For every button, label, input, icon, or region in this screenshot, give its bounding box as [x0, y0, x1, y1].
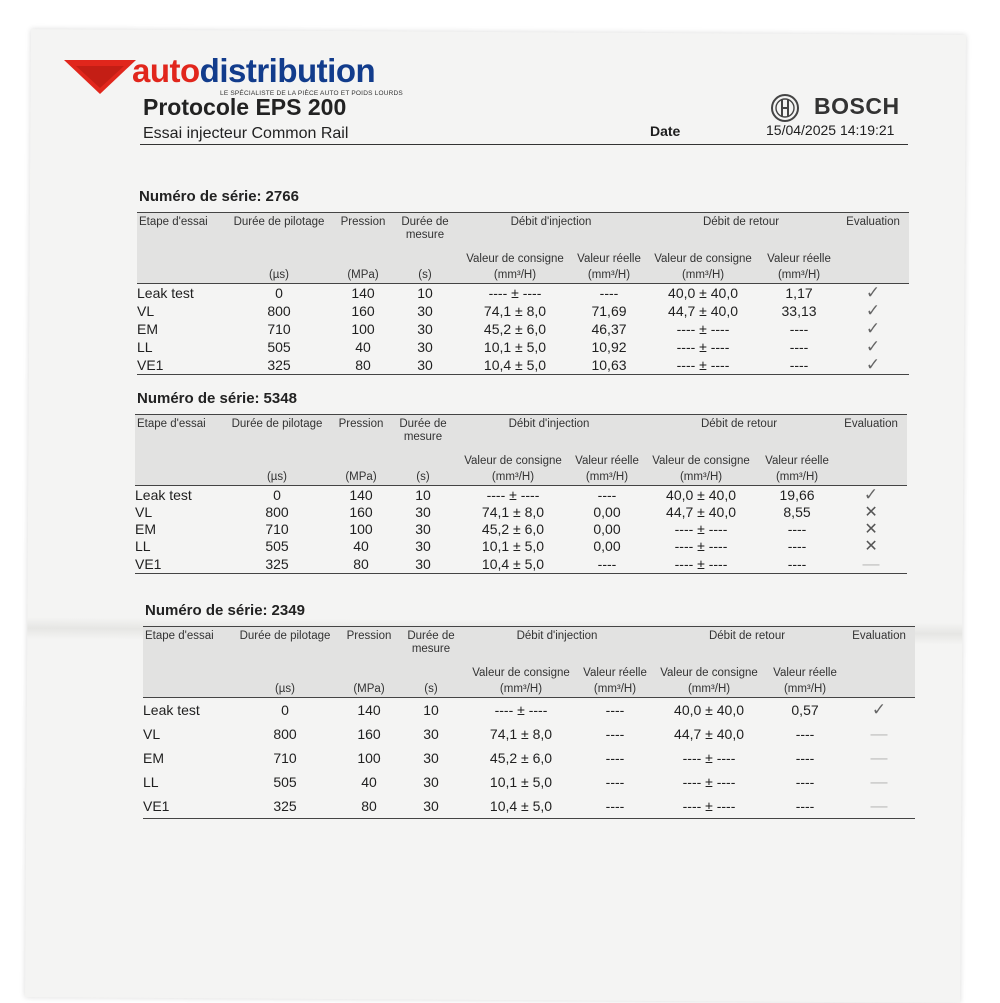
- measure-duration-cell: 30: [415, 504, 431, 520]
- pressure-cell: 40: [361, 773, 377, 790]
- pressure-cell: 40: [355, 338, 371, 355]
- injection-setpoint-cell: 10,4 ± 5,0: [457, 356, 573, 375]
- col-duree-pilotage: Durée de pilotage: [231, 627, 339, 661]
- unit-s: (s): [393, 266, 457, 284]
- return-actual-cell: ----: [789, 320, 809, 337]
- col-inj-reelle: Valeur réelle: [573, 246, 645, 266]
- unit-flow: (mm³/H): [579, 680, 651, 698]
- measure-duration-cell: 30: [415, 521, 431, 537]
- evaluation-cell: [835, 538, 907, 555]
- evaluation-cell: [843, 794, 915, 819]
- injection-actual-cell: ----: [597, 486, 617, 503]
- table-row: [135, 555, 907, 574]
- not-evaluated-icon: —: [862, 554, 880, 573]
- return-actual-cell: ----: [795, 749, 815, 766]
- injection-setpoint-cell: 74,1 ± 8,0: [489, 725, 553, 742]
- col-debit-retour: Débit de retour: [651, 627, 843, 661]
- return-actual-cell: ----: [761, 356, 837, 375]
- date-value: 15/04/2025 14:19:21: [766, 122, 895, 138]
- logo-tagline: LE SPÉCIALISTE DE LA PIÈCE AUTO ET POIDS LOURDS: [220, 90, 403, 97]
- pilot-duration-cell: 0: [273, 486, 281, 503]
- step-cell: EM: [143, 749, 164, 766]
- unit-mpa: (MPa): [339, 680, 399, 698]
- measure-duration-cell: 10: [415, 486, 431, 503]
- not-evaluated-icon: —: [870, 748, 888, 767]
- pilot-duration-cell: 325: [223, 555, 331, 574]
- fail-cross-icon: ✕: [864, 538, 878, 555]
- injection-setpoint-cell: 10,4 ± 5,0: [455, 555, 571, 574]
- unit-flow: (mm³/H): [759, 468, 835, 486]
- col-ret-reelle: Valeur réelle: [759, 448, 835, 468]
- injection-setpoint-cell: 45,2 ± 6,0: [489, 749, 553, 766]
- bosch-armature-icon: [770, 93, 800, 123]
- table-row: [143, 722, 915, 746]
- not-evaluated-icon: —: [870, 724, 888, 743]
- col-pression: Pression: [331, 415, 391, 449]
- pressure-cell: 140: [351, 284, 375, 301]
- col-evaluation: Evaluation: [835, 415, 907, 449]
- table-row: [137, 338, 909, 356]
- injection-setpoint-cell: ---- ± ----: [494, 701, 548, 718]
- pressure-cell: 40: [353, 538, 369, 554]
- measure-duration-cell: 30: [393, 356, 457, 375]
- return-actual-cell: ----: [789, 338, 809, 355]
- col-etape: Etape d'essai: [143, 627, 231, 661]
- measure-duration-cell: 30: [399, 794, 463, 819]
- step-cell: VE1: [137, 356, 225, 375]
- col-debit-retour: Débit de retour: [643, 415, 835, 449]
- col-inj-consigne: Valeur de consigne: [457, 246, 573, 266]
- pilot-duration-cell: 710: [267, 320, 291, 337]
- unit-flow: (mm³/H): [455, 468, 571, 486]
- unit-us: (µs): [223, 468, 331, 486]
- return-setpoint-cell: 44,7 ± 40,0: [668, 302, 738, 319]
- evaluation-cell: [837, 284, 909, 303]
- col-debit-injection: Débit d'injection: [457, 213, 645, 247]
- step-cell: EM: [135, 521, 156, 537]
- injection-actual-cell: ----: [605, 701, 625, 718]
- step-cell: Leak test: [135, 486, 192, 503]
- evaluation-cell: [835, 521, 907, 538]
- pass-check-icon: ✓: [865, 319, 881, 338]
- pass-check-icon: ✓: [865, 337, 881, 356]
- injection-setpoint-cell: 10,4 ± 5,0: [463, 794, 579, 819]
- return-setpoint-cell: 40,0 ± 40,0: [674, 701, 744, 718]
- col-duree-mesure: Durée de mesure: [393, 213, 457, 247]
- not-evaluated-icon: —: [870, 796, 888, 815]
- unit-flow: (mm³/H): [643, 468, 759, 486]
- measure-duration-cell: 30: [423, 749, 439, 766]
- serial-number: Numéro de série: 2766: [139, 188, 299, 205]
- return-setpoint-cell: ---- ± ----: [643, 555, 759, 574]
- col-debit-injection: Débit d'injection: [463, 627, 651, 661]
- pilot-duration-cell: 710: [265, 521, 289, 537]
- unit-s: (s): [391, 468, 455, 486]
- pilot-duration-cell: 0: [275, 284, 283, 301]
- evaluation-cell: [835, 486, 907, 505]
- injection-setpoint-cell: ---- ± ----: [486, 486, 540, 503]
- pass-check-icon: ✓: [865, 301, 881, 320]
- col-inj-consigne: Valeur de consigne: [455, 448, 571, 468]
- injection-setpoint-cell: 74,1 ± 8,0: [481, 504, 545, 520]
- evaluation-cell: [837, 356, 909, 375]
- injection-actual-cell: ----: [605, 725, 625, 742]
- unit-flow: (mm³/H): [651, 680, 767, 698]
- measure-duration-cell: 30: [423, 773, 439, 790]
- pilot-duration-cell: 0: [281, 701, 289, 718]
- unit-flow: (mm³/H): [767, 680, 843, 698]
- logo-chevron-icon: [62, 56, 138, 96]
- pressure-cell: 80: [339, 794, 399, 819]
- unit-flow: (mm³/H): [761, 266, 837, 284]
- pressure-cell: 80: [331, 555, 391, 574]
- col-inj-reelle: Valeur réelle: [579, 660, 651, 680]
- return-setpoint-cell: 40,0 ± 40,0: [668, 284, 738, 301]
- return-actual-cell: ----: [787, 521, 807, 537]
- pressure-cell: 100: [351, 320, 375, 337]
- pressure-cell: 160: [357, 725, 381, 742]
- step-cell: VL: [137, 302, 155, 319]
- title-divider: [140, 144, 908, 145]
- evaluation-cell: [835, 504, 907, 521]
- results-table: [143, 626, 915, 819]
- table-row: [143, 698, 915, 723]
- return-setpoint-cell: ---- ± ----: [676, 338, 730, 355]
- injection-actual-cell: 10,63: [573, 356, 645, 375]
- pass-check-icon: ✓: [865, 283, 881, 302]
- col-inj-reelle: Valeur réelle: [571, 448, 643, 468]
- col-ret-reelle: Valeur réelle: [761, 246, 837, 266]
- return-setpoint-cell: ---- ± ----: [674, 521, 728, 537]
- injection-setpoint-cell: 10,1 ± 5,0: [481, 538, 545, 554]
- pressure-cell: 160: [349, 504, 373, 520]
- col-etape: Etape d'essai: [135, 415, 223, 449]
- injection-setpoint-cell: 74,1 ± 8,0: [483, 302, 547, 319]
- table-row: [143, 770, 915, 794]
- return-setpoint-cell: ---- ± ----: [645, 356, 761, 375]
- measure-duration-cell: 10: [417, 284, 433, 301]
- page-title: Protocole EPS 200: [143, 94, 347, 120]
- return-setpoint-cell: ---- ± ----: [674, 538, 728, 554]
- col-evaluation: Evaluation: [843, 627, 915, 661]
- table-row: [137, 356, 909, 375]
- injection-actual-cell: 10,92: [591, 338, 627, 355]
- pressure-cell: 80: [333, 356, 393, 375]
- return-setpoint-cell: 44,7 ± 40,0: [666, 504, 736, 520]
- measure-duration-cell: 30: [391, 555, 455, 574]
- table-row: [135, 538, 907, 555]
- col-debit-retour: Débit de retour: [645, 213, 837, 247]
- unit-flow: (mm³/H): [573, 266, 645, 284]
- pilot-duration-cell: 505: [267, 338, 291, 355]
- page-subtitle: Essai injecteur Common Rail: [143, 125, 349, 142]
- col-etape: Etape d'essai: [137, 213, 225, 247]
- measure-duration-cell: 30: [415, 538, 431, 554]
- table-row: [137, 320, 909, 338]
- step-cell: EM: [137, 320, 158, 337]
- injection-actual-cell: 71,69: [591, 302, 627, 319]
- unit-mpa: (MPa): [331, 468, 391, 486]
- return-setpoint-cell: ---- ± ----: [682, 749, 736, 766]
- injection-actual-cell: 0,00: [593, 504, 621, 520]
- evaluation-cell: [843, 770, 915, 794]
- return-actual-cell: ----: [795, 725, 815, 742]
- injection-actual-cell: ----: [571, 555, 643, 574]
- return-actual-cell: 33,13: [781, 302, 817, 319]
- return-actual-cell: 0,57: [791, 701, 819, 718]
- table-row: [143, 746, 915, 770]
- step-cell: VL: [135, 504, 153, 520]
- return-actual-cell: 19,66: [779, 486, 815, 503]
- unit-us: (µs): [225, 266, 333, 284]
- table-row: [137, 284, 909, 303]
- date-label: Date: [650, 123, 681, 139]
- bosch-wordmark: BOSCH: [814, 93, 900, 119]
- pilot-duration-cell: 800: [265, 504, 289, 520]
- injection-setpoint-cell: 45,2 ± 6,0: [481, 521, 545, 537]
- measure-duration-cell: 30: [417, 338, 433, 355]
- col-inj-consigne: Valeur de consigne: [463, 660, 579, 680]
- injection-actual-cell: ----: [605, 773, 625, 790]
- return-setpoint-cell: ---- ± ----: [651, 794, 767, 819]
- pass-check-icon: ✓: [871, 700, 887, 719]
- return-actual-cell: ----: [787, 538, 807, 554]
- unit-flow: (mm³/H): [463, 680, 579, 698]
- col-ret-reelle: Valeur réelle: [767, 660, 843, 680]
- table-row: [135, 521, 907, 538]
- step-cell: LL: [135, 538, 151, 554]
- table-row: [135, 504, 907, 521]
- pressure-cell: 140: [349, 486, 373, 503]
- measure-duration-cell: 30: [417, 320, 433, 337]
- pass-check-icon: ✓: [865, 355, 881, 374]
- col-ret-consigne: Valeur de consigne: [645, 246, 761, 266]
- pressure-cell: 160: [351, 302, 375, 319]
- serial-number: Numéro de série: 5348: [137, 390, 297, 407]
- step-cell: VE1: [135, 555, 223, 574]
- measure-duration-cell: 10: [423, 701, 439, 718]
- col-pression: Pression: [333, 213, 393, 247]
- injection-setpoint-cell: 10,1 ± 5,0: [483, 338, 547, 355]
- pilot-duration-cell: 505: [273, 773, 297, 790]
- step-cell: Leak test: [137, 284, 194, 301]
- return-setpoint-cell: 40,0 ± 40,0: [666, 486, 736, 503]
- unit-flow: (mm³/H): [457, 266, 573, 284]
- return-setpoint-cell: 44,7 ± 40,0: [674, 725, 744, 742]
- unit-mpa: (MPa): [333, 266, 393, 284]
- col-duree-pilotage: Durée de pilotage: [223, 415, 331, 449]
- return-actual-cell: ----: [759, 555, 835, 574]
- measure-duration-cell: 30: [417, 302, 433, 319]
- pass-check-icon: ✓: [863, 485, 879, 504]
- evaluation-cell: [837, 320, 909, 338]
- pressure-cell: 140: [357, 701, 381, 718]
- measure-duration-cell: 30: [423, 725, 439, 742]
- injection-actual-cell: ----: [579, 794, 651, 819]
- injection-actual-cell: 0,00: [593, 538, 621, 554]
- return-actual-cell: 1,17: [785, 284, 813, 301]
- fail-cross-icon: ✕: [864, 521, 878, 538]
- evaluation-cell: [843, 746, 915, 770]
- logo-wordmark: autodistribution: [132, 52, 376, 89]
- table-row: [143, 794, 915, 819]
- return-setpoint-cell: ---- ± ----: [682, 773, 736, 790]
- table-row: [137, 302, 909, 320]
- unit-us: (µs): [231, 680, 339, 698]
- unit-flow: (mm³/H): [571, 468, 643, 486]
- step-cell: VL: [143, 725, 161, 742]
- unit-s: (s): [399, 680, 463, 698]
- evaluation-cell: [843, 698, 915, 723]
- col-ret-consigne: Valeur de consigne: [651, 660, 767, 680]
- pilot-duration-cell: 710: [273, 749, 297, 766]
- pilot-duration-cell: 800: [267, 302, 291, 319]
- not-evaluated-icon: —: [870, 772, 888, 791]
- col-evaluation: Evaluation: [837, 213, 909, 247]
- col-ret-consigne: Valeur de consigne: [643, 448, 759, 468]
- return-actual-cell: ----: [767, 794, 843, 819]
- col-debit-injection: Débit d'injection: [455, 415, 643, 449]
- step-cell: Leak test: [143, 701, 200, 718]
- col-duree-mesure: Durée de mesure: [391, 415, 455, 449]
- col-duree-pilotage: Durée de pilotage: [225, 213, 333, 247]
- return-actual-cell: 8,55: [783, 504, 811, 520]
- injection-setpoint-cell: 45,2 ± 6,0: [483, 320, 547, 337]
- injection-actual-cell: 0,00: [593, 521, 621, 537]
- return-setpoint-cell: ---- ± ----: [676, 320, 730, 337]
- step-cell: LL: [137, 338, 153, 355]
- pressure-cell: 100: [349, 521, 373, 537]
- injection-actual-cell: ----: [599, 284, 619, 301]
- pressure-cell: 100: [357, 749, 381, 766]
- injection-setpoint-cell: 10,1 ± 5,0: [489, 773, 553, 790]
- pilot-duration-cell: 325: [225, 356, 333, 375]
- injection-actual-cell: ----: [605, 749, 625, 766]
- return-actual-cell: ----: [795, 773, 815, 790]
- results-table: [135, 414, 907, 574]
- pilot-duration-cell: 800: [273, 725, 297, 742]
- step-cell: LL: [143, 773, 159, 790]
- evaluation-cell: [843, 722, 915, 746]
- col-pression: Pression: [339, 627, 399, 661]
- col-duree-mesure: Durée de mesure: [399, 627, 463, 661]
- injection-actual-cell: 46,37: [591, 320, 627, 337]
- table-row: [135, 486, 907, 505]
- results-table: [137, 212, 909, 375]
- unit-flow: (mm³/H): [645, 266, 761, 284]
- fail-cross-icon: ✕: [864, 504, 878, 521]
- evaluation-cell: [835, 555, 907, 574]
- pilot-duration-cell: 325: [231, 794, 339, 819]
- injection-setpoint-cell: ---- ± ----: [488, 284, 542, 301]
- serial-number: Numéro de série: 2349: [145, 602, 305, 619]
- pilot-duration-cell: 505: [265, 538, 289, 554]
- step-cell: VE1: [143, 794, 231, 819]
- evaluation-cell: [837, 338, 909, 356]
- evaluation-cell: [837, 302, 909, 320]
